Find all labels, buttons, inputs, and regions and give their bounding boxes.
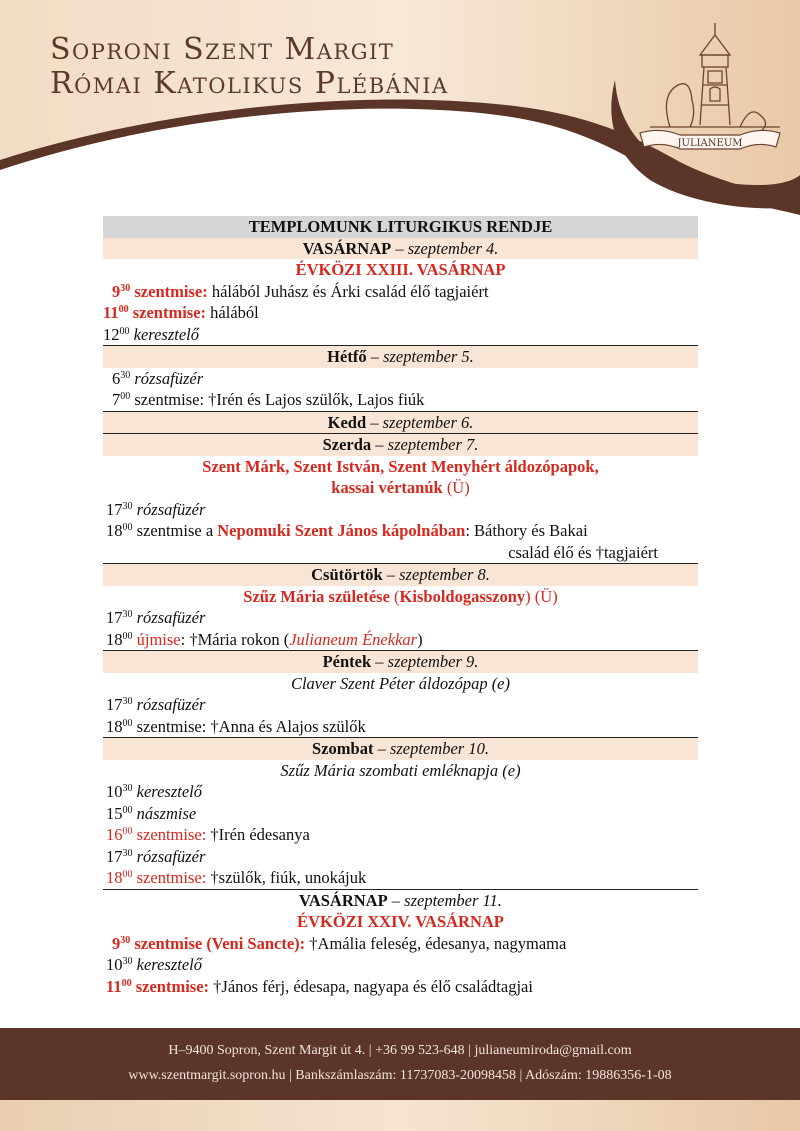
feast-title-cont: kassai vértanúk (Ü) [331, 478, 470, 497]
julianeum-logo [630, 15, 790, 165]
title-line-1: Soproni Szent Margit [50, 32, 395, 67]
day-name: Szombat [312, 739, 374, 758]
mass-entry: $9^{30}$ szentmise: hálából Juhász és Árki család élő tagjaiért [112, 281, 489, 301]
mass-entry: $9^{30}$ szentmise (Veni Sancte): †Amália feleség, édesanya, nagymama [112, 933, 567, 953]
day-date: – szeptember 6. [366, 412, 474, 432]
day-date: – szeptember 11. [387, 890, 502, 910]
day-date: – szeptember 10. [373, 739, 489, 758]
mass-entry: $11^{00}$ szentmise: †János férj, édesapa, nagyapa és élő családtagjai [106, 976, 533, 996]
day-name: VASÁRNAP [302, 238, 392, 258]
day-name: VASÁRNAP [299, 890, 388, 910]
day-header-tuesday [103, 411, 698, 434]
title-line-2: Római Katolikus Plébánia [50, 66, 449, 101]
schedule-entry: $12^{00}$ keresztelő [103, 324, 199, 344]
header [0, 0, 800, 215]
liturgy-schedule [103, 216, 698, 997]
day-date: – szeptember 5. [366, 347, 474, 366]
schedule-entry: $17^{30}$ rózsafüzér [106, 846, 206, 866]
schedule-entry: $15^{00}$ nászmise [106, 803, 197, 823]
feast-title: Szűz Mária szombati emléknapja (e) [280, 760, 521, 780]
schedule-entry: $17^{30}$ rózsafüzér [106, 499, 206, 519]
day-name: Kedd [327, 412, 367, 432]
bell-tower-icon [630, 15, 790, 165]
logo-text: JULIANEUM [677, 138, 743, 149]
mass-time: $11^{00}$ szentmise: [103, 303, 207, 322]
day-date: – szeptember 8. [382, 565, 490, 584]
day-header-saturday [103, 737, 698, 760]
mass-entry: $16^{00}$ szentmise: †Irén édesanya [106, 825, 310, 844]
day-date: – szeptember 9. [371, 652, 479, 671]
feast-title: Szűz Mária születése (Kisboldogasszony) (Ü) [243, 586, 558, 606]
schedule-heading: TEMPLOMUNK LITURGIKUS RENDJE [103, 216, 698, 238]
schedule-entry: $10^{30}$ keresztelő [106, 782, 202, 801]
day-date: – szeptember 4. [391, 238, 499, 258]
mass-entry: $18^{00}$ szentmise: †Anna és Alajos szülők [106, 716, 366, 736]
day-header-friday [103, 650, 698, 673]
day-header-wednesday [103, 433, 698, 456]
footer-bank-info: www.szentmargit.sopron.hu | Bankszámlaszám: 11737083-20098458 | Adószám: 19886356-1-08 [128, 1068, 672, 1083]
day-header-sunday-2 [103, 889, 698, 912]
day-date: – szeptember 7. [371, 435, 479, 454]
schedule-entry: $10^{30}$ keresztelő [106, 955, 202, 974]
footer-decor-band [0, 1100, 800, 1131]
day-header-monday [103, 345, 698, 368]
day-name: Hétfő [327, 347, 367, 366]
day-name: Szerda [322, 435, 372, 454]
feast-title: ÉVKÖZI XXIII. VASÁRNAP [295, 260, 506, 279]
parish-title [50, 33, 449, 101]
schedule-entry: $17^{30}$ rózsafüzér [106, 695, 206, 714]
mass-entry: $18^{00}$ szentmise a Nepomuki Szent János kápolnában: Báthory és Bakai [106, 521, 588, 540]
schedule-entry: $7^{00}$ szentmise: †Irén és Lajos szülők, Lajos fiúk [112, 390, 425, 409]
mass-entry-cont: család élő és †tagjaiért [508, 542, 658, 562]
schedule-entry: $17^{30}$ rózsafüzér [106, 608, 206, 627]
mass-entry: $18^{00}$ szentmise: †szülők, fiúk, unokájuk [106, 868, 367, 887]
footer-contact: H–9400 Sopron, Szent Margit út 4. | +36 99 523-648 | julianeumiroda@gmail.com [168, 1043, 632, 1058]
feast-title: ÉVKÖZI XXIV. VASÁRNAP [297, 912, 504, 931]
feast-title: Szent Márk, Szent István, Szent Menyhért áldozópapok, [202, 456, 599, 476]
day-name: Péntek [322, 652, 372, 671]
footer [0, 1028, 800, 1100]
schedule-entry: $6^{30}$ rózsafüzér [112, 368, 204, 388]
day-header-thursday [103, 563, 698, 586]
day-header-sunday-1 [103, 238, 698, 260]
mass-entry: $11^{00}$ szentmise: hálából [103, 303, 259, 322]
mass-time: $9^{30}$ szentmise: [112, 281, 208, 301]
day-name: Csütörtök [311, 565, 383, 584]
mass-entry: $18^{00}$ újmise: †Mária rokon (Julianeum Énekkar) [106, 629, 423, 649]
feast-title: Claver Szent Péter áldozópap (e) [290, 673, 511, 693]
